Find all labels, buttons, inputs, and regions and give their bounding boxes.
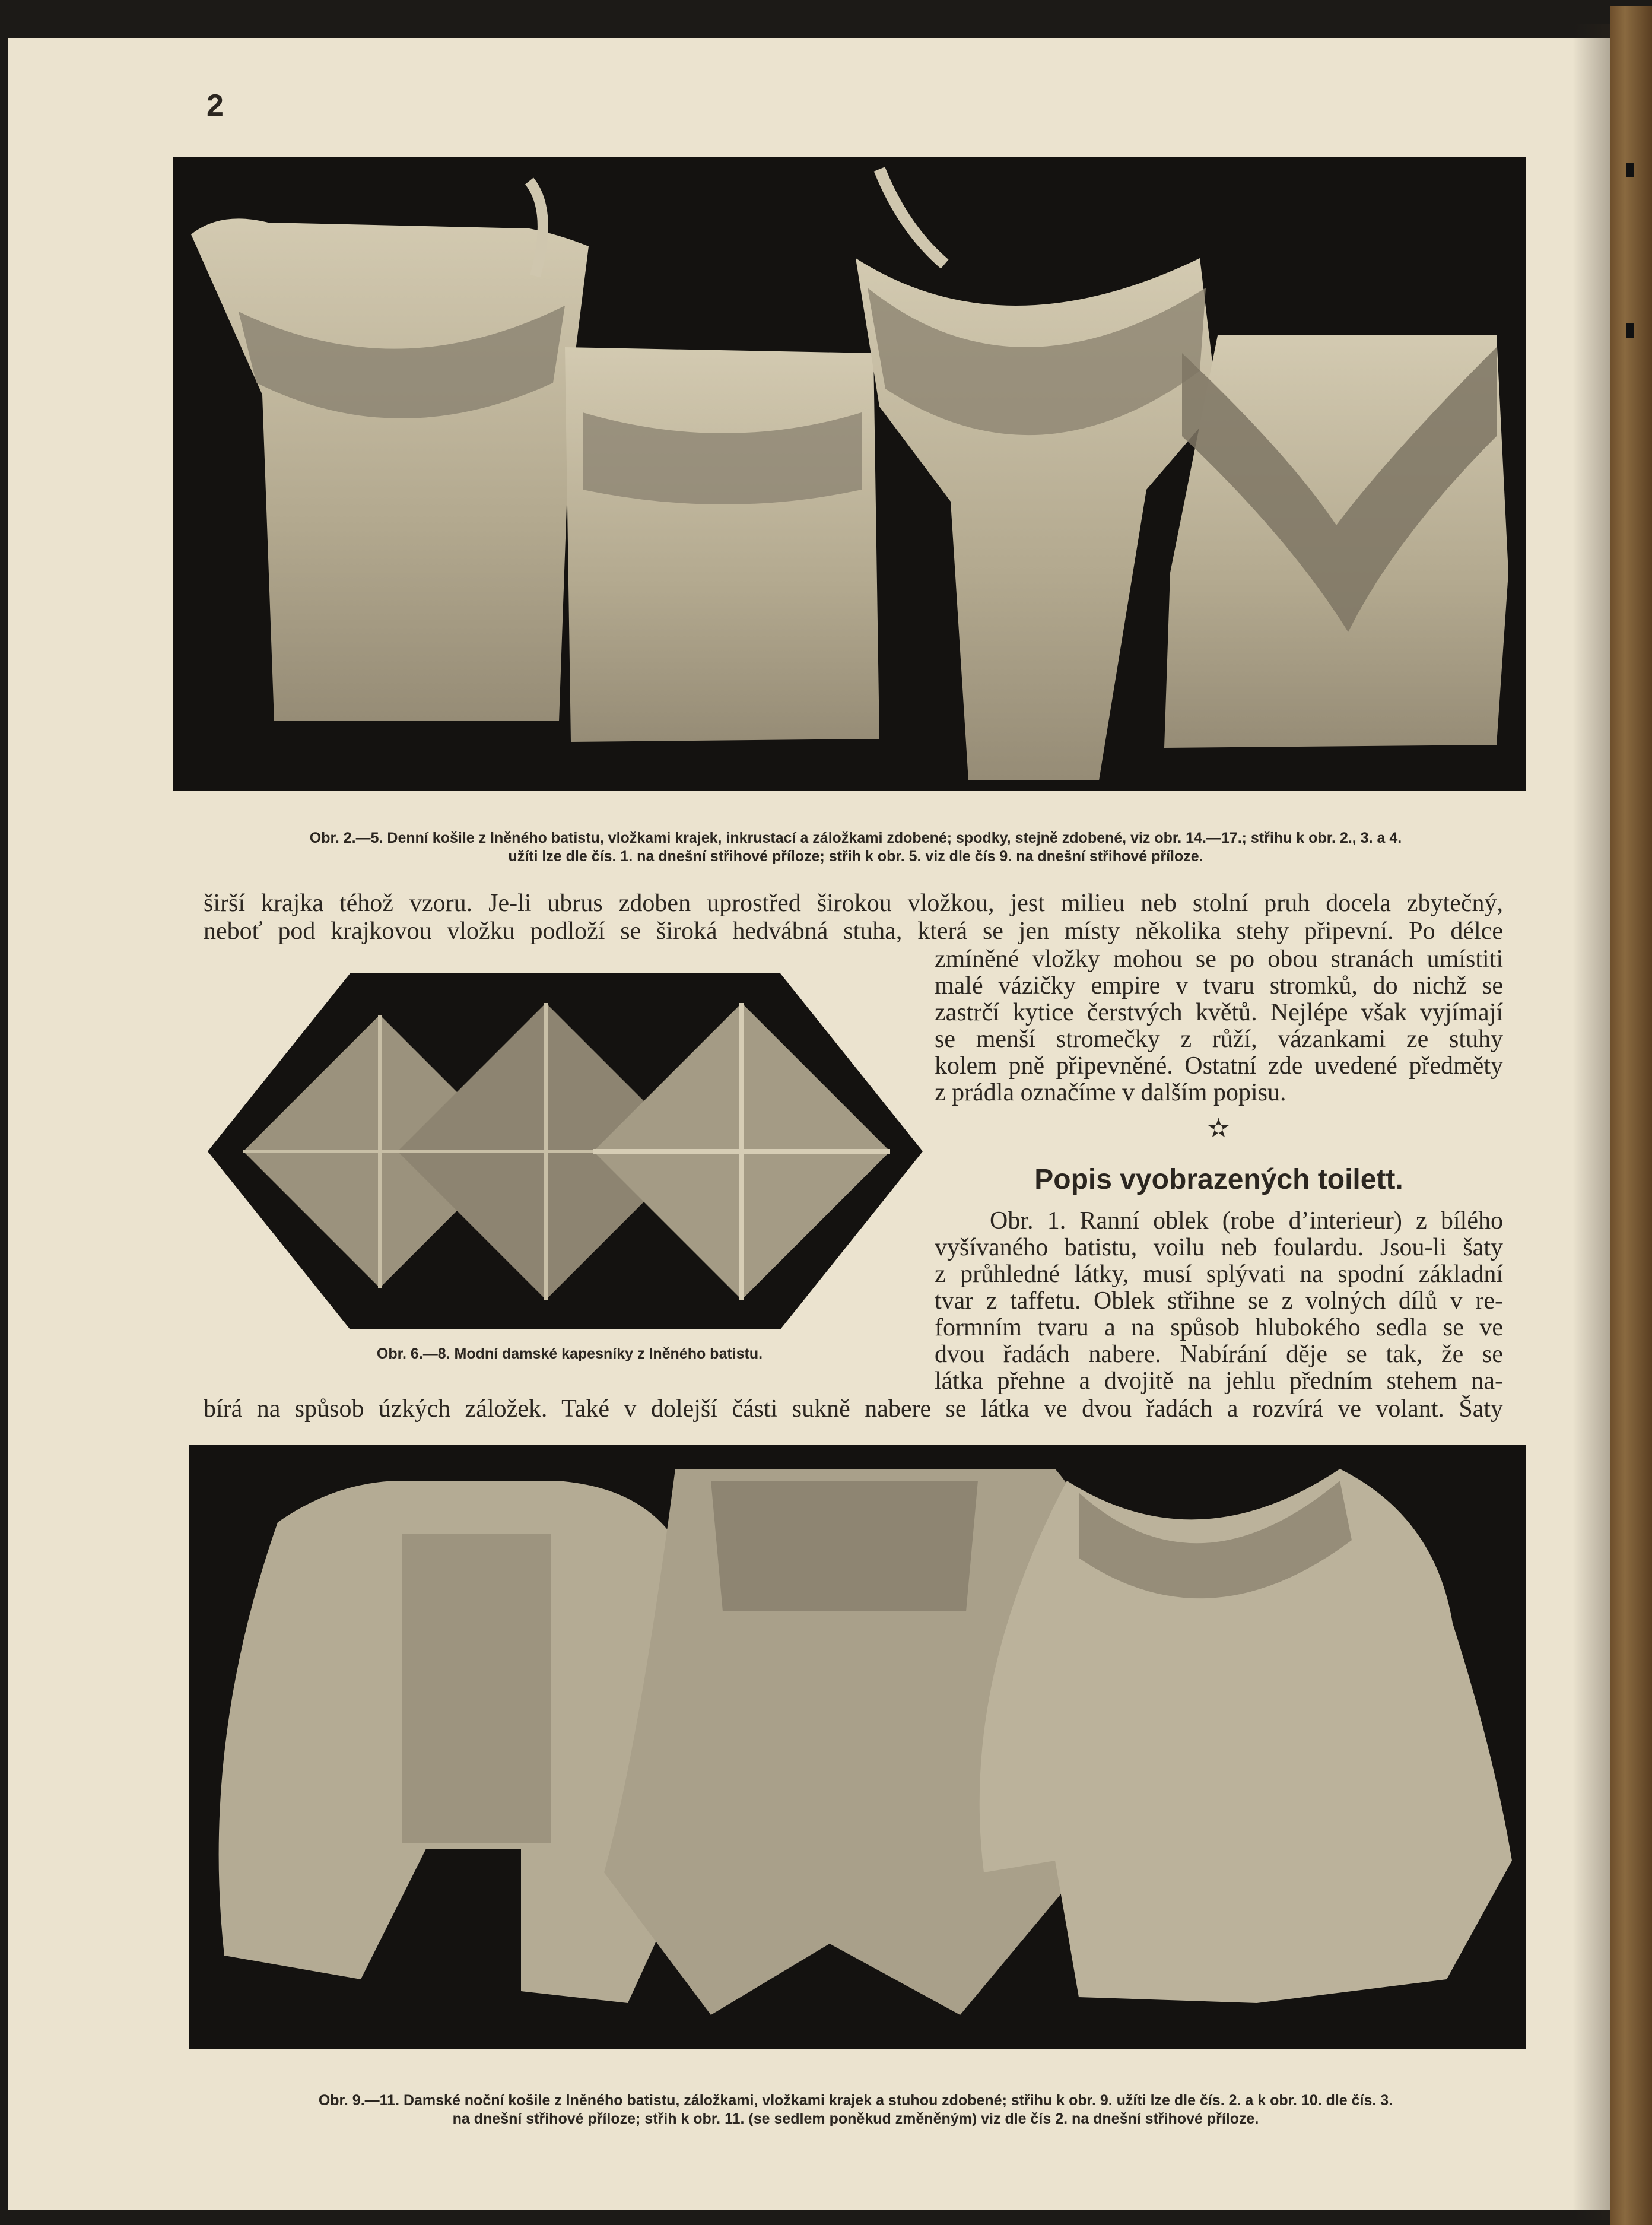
photo-night-chemises	[189, 1445, 1526, 2049]
chemise-illustrations	[173, 157, 1526, 791]
paragraph-line: Obr. 1. Ranní oblek (robe d’interieur) z bílého	[990, 1207, 1503, 1234]
paragraph-line: neboť pod krajkovou vložku podloží se široká hedvábná stuha, která se jen místy několika stehy připevní. Po délce	[204, 918, 1503, 945]
caption-obr-9-11-line1: Obr. 9.—11. Damské noční košile z lněného batistu, záložkami, vložkami krajek a stuhou zdobené; střihu k obr. 9. užíti lze dle čís. 2. a k obr. 10. dle čís. 3.	[318, 2092, 1393, 2109]
paragraph-line: kolem pně připevněné. Ostatní zde uvedené předměty	[935, 1052, 1503, 1080]
paragraph-line: vyšívaného batistu, voilu neb foulardu. Jsou-li šaty	[935, 1234, 1503, 1261]
caption-obr-6-8: Obr. 6.—8. Modní damské kapesníky z lněného batistu.	[376, 1345, 763, 1362]
next-page-edge	[1610, 6, 1652, 2225]
caption-obr-2-5-line1: Obr. 2.—5. Denní košile z lněného batistu, vložkami krajek, inkrustací a záložkami zdobené; spodky, stejně zdobené, viz obr. 14.—17.; střihu k obr. 2., 3. a 4.	[309, 830, 1402, 846]
lace-yoke-10	[711, 1481, 978, 1611]
paragraph-line: dvou řadách nabere. Nabírání děje se tak, že se	[935, 1341, 1503, 1368]
paragraph-line: zastrčí kytice čerstvých květů. Nejlépe však vyjímají	[935, 999, 1503, 1026]
paragraph-line: tvar z taffetu. Oblek střihne se z volných dílů v re-	[935, 1287, 1503, 1315]
star-ornament-icon: ✫	[1208, 1114, 1230, 1143]
edge-mark	[1626, 163, 1634, 177]
section-heading: Popis vyobrazených toilett.	[1034, 1164, 1403, 1195]
edge-mark	[1626, 323, 1634, 338]
caption-obr-2-5-line2: užíti lze dle čís. 1. na dnešní střihové příloze; střih k obr. 5. viz dle čís 9. na dnešní střihové příloze.	[508, 848, 1203, 865]
photo-day-chemises	[173, 157, 1526, 791]
photo-handkerchiefs	[208, 973, 923, 1329]
page-number: 2	[206, 88, 224, 123]
paragraph-line: širší krajka téhož vzoru. Je-li ubrus zdoben uprostřed širokou vložkou, jest milieu neb stolní pruh docela zbytečný,	[204, 890, 1503, 917]
caption-obr-9-11-line2: na dnešní střihové příloze; střih k obr. 11. (se sedlem poněkud změněným) viz dle čís 2. na dnešní střihové příloze.	[452, 2110, 1259, 2127]
paragraph-line: formním tvaru a na spůsob hlubokého sedla se ve	[935, 1314, 1503, 1341]
paragraph-line: se menší stromečky z růží, vázankami ze stuhy	[935, 1026, 1503, 1053]
paragraph-line: z průhledné látky, musí splývati na spodní základní	[935, 1261, 1503, 1288]
paragraph-line: bírá na spůsob úzkých záložek. Také v dolejší části sukně nabere se látka ve dvou řadách a rozvírá ve volant. Šaty	[204, 1395, 1503, 1423]
chemise-2	[565, 347, 879, 742]
paragraph-line: látka přehne a dvojitě na jehlu předním stehem na-	[935, 1367, 1503, 1395]
paragraph-line: malé vázičky empire v tvaru stromků, do nichž se	[935, 972, 1503, 999]
nightgown-illustrations	[189, 1445, 1526, 2049]
paragraph-line: zmíněné vložky mohou se po obou stranách umístiti	[935, 945, 1503, 973]
paragraph-line: z prádla označíme v dalším popisu.	[935, 1079, 1286, 1106]
chemise-1	[191, 218, 589, 721]
page-gutter-shadow	[1572, 24, 1614, 2220]
pleated-front-9	[402, 1534, 551, 1843]
handkerchief-illustrations	[208, 973, 923, 1329]
